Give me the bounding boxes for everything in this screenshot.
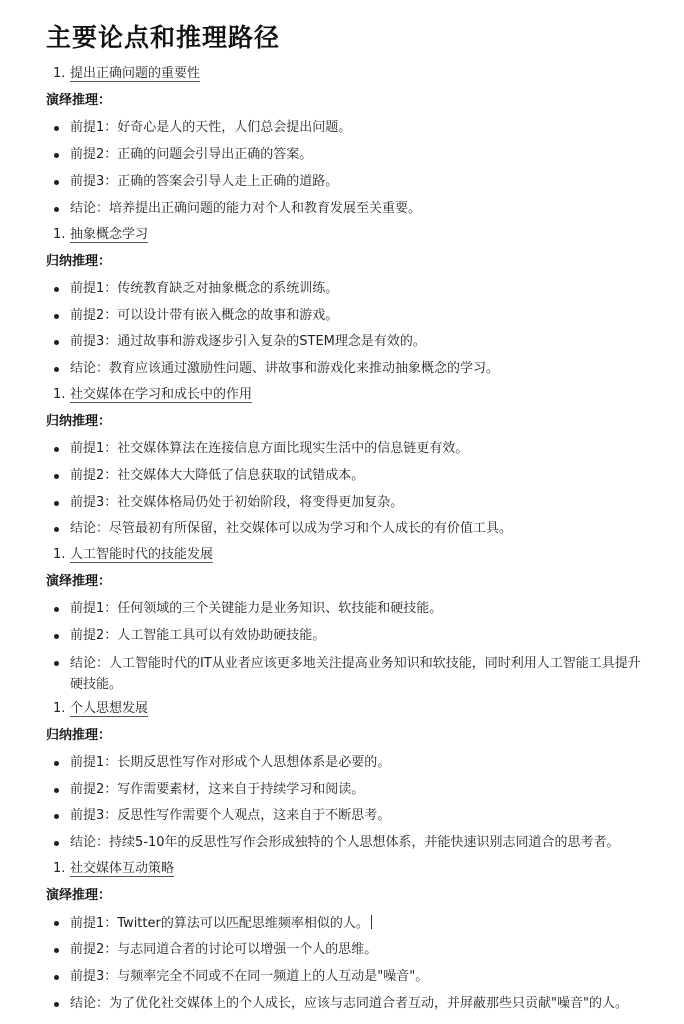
topic-link[interactable]: 社交媒体在学习和成长中的作用 — [70, 387, 253, 402]
list-item-text: 结论：教育应该通过激励性问题、讲故事和游戏化来推动抽象概念的学习。 — [70, 361, 500, 376]
list-item-text: 前提2：正确的问题会引导出正确的答案。 — [70, 147, 313, 162]
list-item-text: 前提3：正确的答案会引导人走上正确的道路。 — [70, 174, 339, 189]
list-item-text: 前提3：反思性写作需要个人观点，这来自于不断思考。 — [70, 808, 391, 823]
bullet-dot — [54, 180, 59, 185]
bullet-dot — [54, 126, 59, 131]
bullet-dot — [54, 1002, 59, 1007]
list-item-text: 前提2：人工智能工具可以有效协助硬技能。 — [70, 628, 326, 643]
bullet-dot — [54, 607, 59, 612]
list-item-text: 前提2：社交媒体大大降低了信息获取的试错成本。 — [70, 468, 365, 483]
bullet-dot — [54, 788, 59, 793]
list-item-text: 前提2：可以设计带有嵌入概念的故事和游戏。 — [70, 308, 339, 323]
bullet-dot — [54, 314, 59, 319]
topic-link[interactable]: 抽象概念学习 — [70, 227, 149, 242]
reasoning-label: 归纳推理： — [46, 254, 112, 269]
bullet-dot — [54, 527, 59, 532]
list-item-text: 前提2：写作需要素材，这来自于持续学习和阅读。 — [70, 782, 365, 797]
list-item-text: 结论：持续5-10年的反思性写作会形成独特的个人思想体系，并能快速识别志同道合的思考者。 — [70, 835, 620, 850]
list-item-text: 前提1：传统教育缺乏对抽象概念的系统训练。 — [70, 281, 339, 296]
list-item-text: 结论：尽管最初有所保留，社交媒体可以成为学习和个人成长的有价值工具。 — [70, 521, 513, 536]
list-item-text: 前提3：社交媒体格局仍处于初始阶段，将变得更加复杂。 — [70, 495, 404, 510]
reasoning-label: 演绎推理： — [46, 93, 112, 108]
topic-link[interactable]: 人工智能时代的技能发展 — [70, 547, 214, 562]
reasoning-label: 归纳推理： — [46, 728, 112, 743]
bullet-dot — [54, 921, 59, 926]
topic-link[interactable]: 个人思想发展 — [70, 701, 149, 716]
bullet-dot — [54, 761, 59, 766]
list-item-text: 前提1：Twitter的算法可以匹配思维频率相似的人。 — [70, 916, 369, 931]
list-item-text: 前提1：好奇心是人的天性，人们总会提出问题。 — [70, 120, 352, 135]
text-cursor — [371, 915, 372, 929]
list-number: 1. — [53, 861, 66, 876]
list-item-text: 前提1：社交媒体算法在连接信息方面比现实生活中的信息链更有效。 — [70, 441, 469, 456]
list-item-text: 前提1：任何领域的三个关键能力是业务知识、软技能和硬技能。 — [70, 601, 443, 616]
bullet-dot — [54, 287, 59, 292]
bullet-dot — [54, 207, 59, 212]
list-item-text: 结论：培养提出正确问题的能力对个人和教育发展至关重要。 — [70, 201, 422, 216]
bullet-dot — [54, 340, 59, 345]
list-item-text: 前提3：与频率完全不同或不在同一频道上的人互动是"噪音"。 — [70, 969, 429, 984]
bullet-dot — [54, 634, 59, 639]
list-number: 1. — [53, 387, 66, 402]
list-number: 1. — [53, 547, 66, 562]
bullet-dot — [54, 975, 59, 980]
bullet-dot — [54, 814, 59, 819]
list-number: 1. — [53, 701, 66, 716]
topic-link[interactable]: 社交媒体互动策略 — [70, 861, 175, 876]
page-title: 主要论点和推理路径 — [46, 23, 281, 52]
list-number: 1. — [53, 227, 66, 242]
list-number: 1. — [53, 66, 66, 81]
list-item-text: 前提2：与志同道合者的讨论可以增强一个人的思维。 — [70, 942, 378, 957]
bullet-dot — [54, 841, 59, 846]
bullet-dot — [54, 661, 59, 666]
bullet-dot — [54, 501, 59, 506]
bullet-dot — [54, 367, 59, 372]
bullet-dot — [54, 474, 59, 479]
bullet-dot — [54, 153, 59, 158]
reasoning-label: 归纳推理： — [46, 414, 112, 429]
topic-link[interactable]: 提出正确问题的重要性 — [70, 66, 201, 81]
list-item-text: 结论：为了优化社交媒体上的个人成长，应该与志同道合者互动，并屏蔽那些只贡献"噪音"的人。 — [70, 996, 628, 1011]
list-item-text-editing[interactable] — [70, 915, 372, 932]
bullet-dot — [54, 447, 59, 452]
list-item-text: 前提3：通过故事和游戏逐步引入复杂的STEM理念是有效的。 — [70, 334, 426, 349]
list-item-text: 结论：人工智能时代的IT从业者应该更多地关注提高业务知识和软技能，同时利用人工智能工具提升硬技能。 — [70, 656, 641, 692]
reasoning-label: 演绎推理： — [46, 888, 112, 903]
bullet-dot — [54, 948, 59, 953]
list-item-text: 前提1：长期反思性写作对形成个人思想体系是必要的。 — [70, 755, 391, 770]
reasoning-label: 演绎推理： — [46, 574, 112, 589]
